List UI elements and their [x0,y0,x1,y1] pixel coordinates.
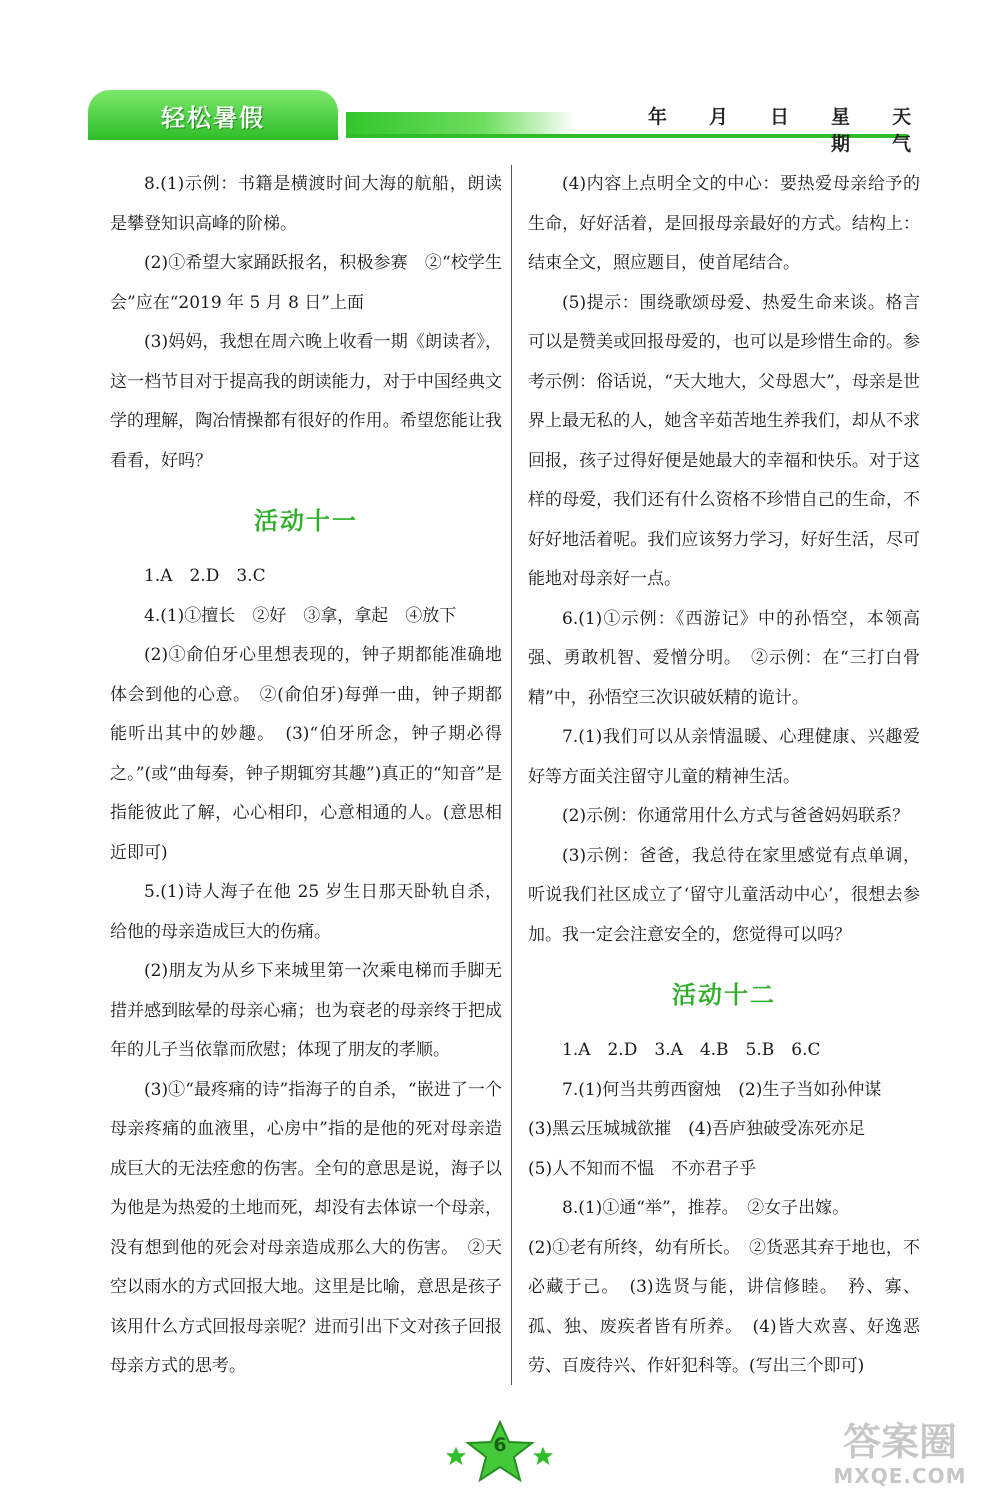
small-star-icon [445,1446,467,1466]
left-column [110,165,502,1387]
header-decor-bar [346,112,576,134]
answer-paragraph: (2)朋友为从乡下来城里第一次乘电梯而手脚无措并感到眩晕的母亲心痛；也为衰老的母亲终于把成年的儿子当依靠而欣慰；体现了朋友的孝顺。 [110,961,502,1060]
answer-paragraph: (3)示例：爸爸，我总待在家里感觉有点单调，听说我们社区成立了‘留守儿童活动中心’，很想去参加。我一定会注意安全的，您觉得可以吗？ [528,845,920,945]
answer-paragraph: (2)①俞伯牙心里想表现的，钟子期都能准确地体会到他的心意。 ②(俞伯牙)每弹一曲，钟子期都能听出其中的妙趣。 (3)“伯牙所念，钟子期必得之。”(或“曲每奏，钟子期辄穷其趣”)真正的“知音”是指能彼此了解，心心相印，心意相通的人。(意思相近即可) [110,645,502,863]
answer-paragraph: (3)①“最疼痛的诗”指海子的自杀，“嵌进了一个母亲疼痛的血液里，心房中”指的是他的死对母亲造成巨大的无法痊愈的伤害。全句的意思是说，海子以为他是为热爱的土地而死，却没有去体谅一个母亲，没有想到他的死会对母亲造成那么大的伤害。 ②天空以雨水的方式回报大地。这里是比喻，意思是孩子该用什么方式回报母亲呢？进而引出下文对孩子回报母亲方式的思考。 [110,1079,502,1376]
header-tab [88,90,338,140]
answer-paragraph: (2)示例：你通常用什么方式与爸爸妈妈联系？ [562,806,910,826]
answer-paragraph: (2)①老有所终，幼有所长。 ②货恶其弃于地也，不必藏于己。 (3)选贤与能，讲信修睦。 矜、寡、孤、独、废疾者皆有所养。 (4)皆大欢喜、好逸恶劳、百废待兴、作奸犯科等。(写出三个即可) [528,1237,920,1376]
answer-paragraph: 7.(1)我们可以从亲情温暖、心理健康、兴趣爱好等方面关注留守儿童的精神生活。 [528,727,920,787]
date-fields [648,102,911,156]
answer-paragraph: 7.(1)何当共剪西窗烛 (2)生子当如孙仲谋 [562,1079,882,1100]
page-header [88,86,912,155]
watermark [820,1420,980,1488]
answer-paragraph: 1.A 2.D 3.C [144,566,266,586]
answer-paragraph: (3)黑云压城城欲摧 (4)吾庐独破受冻死亦足 [528,1119,866,1139]
column-divider [511,165,512,1385]
answer-paragraph: 8.(1)示例：书籍是横渡时间大海的航船，朗读是攀登知识高峰的阶梯。 [110,174,502,234]
section-title-activity-12: 活动十二 [672,981,776,1009]
answer-paragraph: (3)妈妈，我想在周六晚上收看一期《朗读者》，这一档节目对于提高我的朗读能力，对于中国经典文学的理解，陶冶情操都有很好的作用。希望您能让我看看，好吗？ [110,332,502,471]
date-field-weather: 天气 [892,106,912,155]
small-star-icon [532,1446,554,1466]
answer-paragraph: (5)人不知而不愠 不亦君子乎 [528,1158,757,1179]
date-field-month: 月 [709,106,729,128]
date-field-year: 年 [648,106,668,128]
answer-paragraph: 1.A 2.D 3.A 4.B 5.B 6.C [562,1040,821,1060]
watermark-logo-text: 答案圈 [842,1420,957,1464]
answer-paragraph: 6.(1)①示例：《西游记》中的孙悟空，本领高强、勇敢机智、爱憎分明。 ②示例：在“三打白骨精”中，孙悟空三次识破妖精的诡计。 [528,608,920,708]
answer-paragraph: (5)提示：围绕歌颂母爱、热爱生命来谈。格言可以是赞美或回报母爱的，也可以是珍惜生命的。参考示例：俗话说，“天大地大，父母恩大”，母亲是世界上最无私的人，她含辛茹苦地生养我们，却从不求回报，孩子过得好便是她最大的幸福和快乐。对于这样的母爱，我们还有什么资格不珍惜自己的生命，不好好地活着呢。我们应该努力学习，好好生活，尽可能地对母亲好一点。 [528,292,920,589]
answer-paragraph: (4)内容上点明全文的中心：要热爱母亲给予的生命，好好活着，是回报母亲最好的方式。结构上：结束全文，照应题目，使首尾结合。 [528,174,920,273]
page-number: 6 [493,1434,507,1456]
answer-paragraph: (2)①希望大家踊跃报名，积极参赛 ②“校学生会”应在“2019 年 5 月 8 日”上面 [110,253,502,313]
date-field-day: 日 [770,106,790,128]
answer-paragraph: 8.(1)①通“举”，推荐。 ②女子出嫁。 [562,1198,850,1218]
watermark-url: MXQE.COM [833,1464,967,1488]
answer-paragraph: 4.(1)①擅长 ②好 ③拿，拿起 ④放下 [144,605,457,626]
answer-paragraph: 5.(1)诗人海子在他 25 岁生日那天卧轨自杀，给他的母亲造成巨大的伤痛。 [110,882,502,942]
right-column [528,165,920,1387]
date-field-weekday: 星期 [831,106,851,155]
section-title-activity-11: 活动十一 [254,507,358,535]
header-title: 轻松暑假 [161,103,265,132]
